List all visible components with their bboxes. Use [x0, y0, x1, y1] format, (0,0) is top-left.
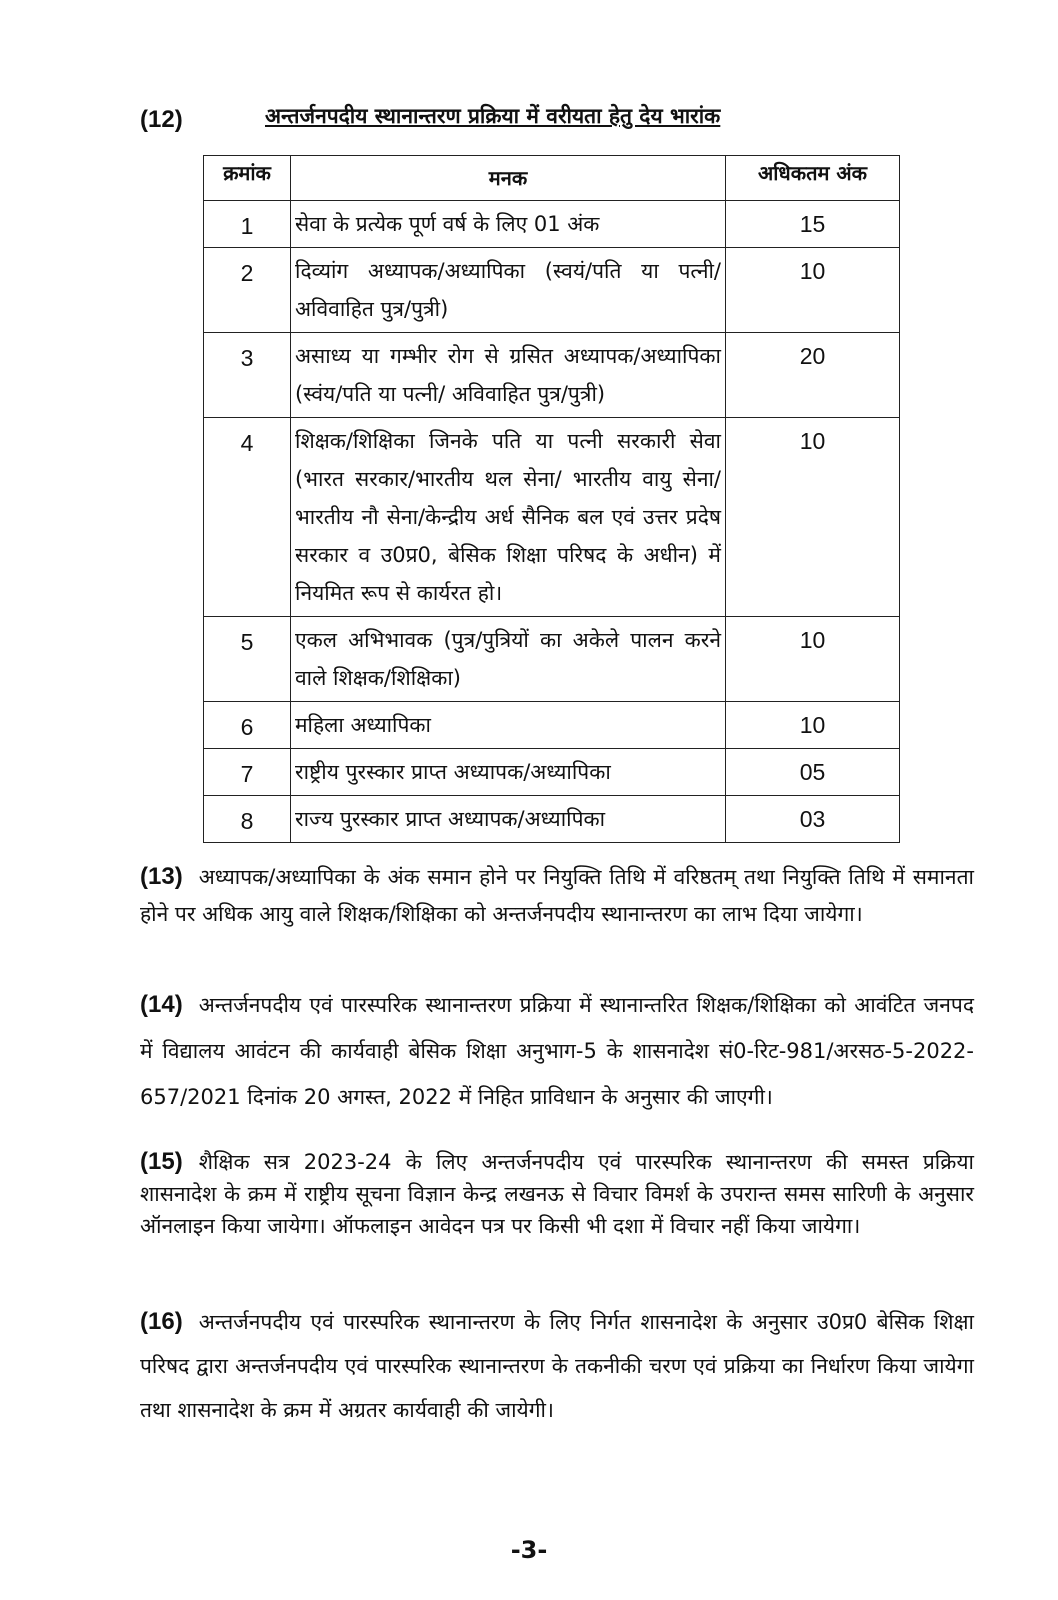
row-standard: एकल अभिभावक (पुत्र/पुत्रियों का अकेले पालन करने वाले शिक्षक/शिक्षिका)	[291, 617, 726, 702]
header-serial: क्रमांक	[204, 156, 291, 201]
row-standard: सेवा के प्रत्येक पूर्ण वर्ष के लिए 01 अंक	[291, 201, 726, 248]
section-12-heading	[140, 100, 840, 140]
row-serial: 2	[204, 248, 291, 333]
table-row	[204, 796, 900, 843]
table-row	[204, 617, 900, 702]
table-row	[204, 418, 900, 617]
paragraph-number: (15)	[140, 1148, 183, 1175]
row-max-marks: 05	[726, 749, 900, 796]
header-standard: मनक	[291, 156, 726, 201]
row-serial: 1	[204, 201, 291, 248]
row-max-marks: 20	[726, 333, 900, 418]
table-row	[204, 201, 900, 248]
row-serial: 7	[204, 749, 291, 796]
row-max-marks: 03	[726, 796, 900, 843]
weightage-table	[203, 155, 900, 843]
table-header-row	[204, 156, 900, 201]
table-row	[204, 702, 900, 749]
paragraph-text: अध्यापक/अध्यापिका के अंक समान होने पर नियुक्ति तिथि में वरिष्ठतम् तथा नियुक्ति तिथि में समानता होने पर अधिक आयु वाले शिक्षक/शिक्षिका को अन्तर्जनपदीय स्थानान्तरण का लाभ दिया जायेगा।	[140, 865, 974, 926]
paragraph-number: (16)	[140, 1308, 183, 1335]
row-max-marks: 10	[726, 702, 900, 749]
paragraph-number: (14)	[140, 991, 183, 1018]
table-row	[204, 248, 900, 333]
row-serial: 4	[204, 418, 291, 617]
page-number: -3-	[510, 1536, 548, 1564]
paragraph-text: अन्तर्जनपदीय एवं पारस्परिक स्थानान्तरण प्रक्रिया में स्थानान्तरित शिक्षक/शिक्षिका को आवंटित जनपद में विद्यालय आवंटन की कार्यवाही बेसिक शिक्षा अनुभाग-5 के शासनादेश सं0-रिट-981/अरसठ-5-2022-657/2021 दिनांक 20 अगस्त, 2022 में निहित प्राविधान के अनुसार की जाएगी।	[140, 993, 974, 1109]
header-max-marks: अधिकतम अंक	[726, 156, 900, 201]
row-standard: महिला अध्यापिका	[291, 702, 726, 749]
row-standard: दिव्यांग अध्यापक/अध्यापिका (स्वयं/पति या पत्नी/अविवाहित पुत्र/पुत्री)	[291, 248, 726, 333]
paragraph-text: शैक्षिक सत्र 2023-24 के लिए अन्तर्जनपदीय एवं पारस्परिक स्थानान्तरण की समस्त प्रक्रिया शासनादेश के क्रम में राष्ट्रीय सूचना विज्ञान केन्द्र लखनऊ से विचार विमर्श के उपरान्त समस सारिणी के अनुसार ऑनलाइन किया जायेगा। ऑफलाइन आवेदन पत्र पर किसी भी दशा में विचार नहीं किया जायेगा।	[140, 1150, 974, 1238]
paragraph-13	[140, 858, 974, 933]
section-title: अन्तर्जनपदीय स्थानान्तरण प्रक्रिया में वरीयता हेतु देय भारांक	[265, 104, 721, 128]
table-row	[204, 749, 900, 796]
row-standard: राज्य पुरस्कार प्राप्त अध्यापक/अध्यापिका	[291, 796, 726, 843]
row-max-marks: 15	[726, 201, 900, 248]
row-serial: 3	[204, 333, 291, 418]
paragraph-16	[140, 1300, 974, 1432]
row-standard: राष्ट्रीय पुरस्कार प्राप्त अध्यापक/अध्यापिका	[291, 749, 726, 796]
section-number: (12)	[140, 106, 183, 133]
paragraph-text: अन्तर्जनपदीय एवं पारस्परिक स्थानान्तरण के लिए निर्गत शासनादेश के अनुसार उ0प्र0 बेसिक शिक्षा परिषद द्वारा अन्तर्जनपदीय एवं पारस्परिक स्थानान्तरण के तकनीकी चरण एवं प्रक्रिया का निर्धारण किया जायेगा तथा शासनादेश के क्रम में अग्रतर कार्यवाही की जायेगी।	[140, 1310, 974, 1422]
paragraph-15	[140, 1146, 974, 1242]
paragraph-14	[140, 982, 974, 1120]
row-standard: असाध्य या गम्भीर रोग से ग्रसित अध्यापक/अध्यापिका (स्वंय/पति या पत्नी/ अविवाहित पुत्र/पुत्री)	[291, 333, 726, 418]
row-max-marks: 10	[726, 418, 900, 617]
row-serial: 6	[204, 702, 291, 749]
row-standard: शिक्षक/शिक्षिका जिनके पति या पत्नी सरकारी सेवा (भारत सरकार/भारतीय थल सेना/ भारतीय वायु सेना/भारतीय नौ सेना/केन्द्रीय अर्ध सैनिक बल एवं उत्तर प्रदेष सरकार व उ0प्र0, बेसिक शिक्षा परिषद के अधीन) में नियमित रूप से कार्यरत हो।	[291, 418, 726, 617]
table-row	[204, 333, 900, 418]
row-serial: 5	[204, 617, 291, 702]
row-serial: 8	[204, 796, 291, 843]
row-max-marks: 10	[726, 248, 900, 333]
row-max-marks: 10	[726, 617, 900, 702]
paragraph-number: (13)	[140, 863, 183, 890]
